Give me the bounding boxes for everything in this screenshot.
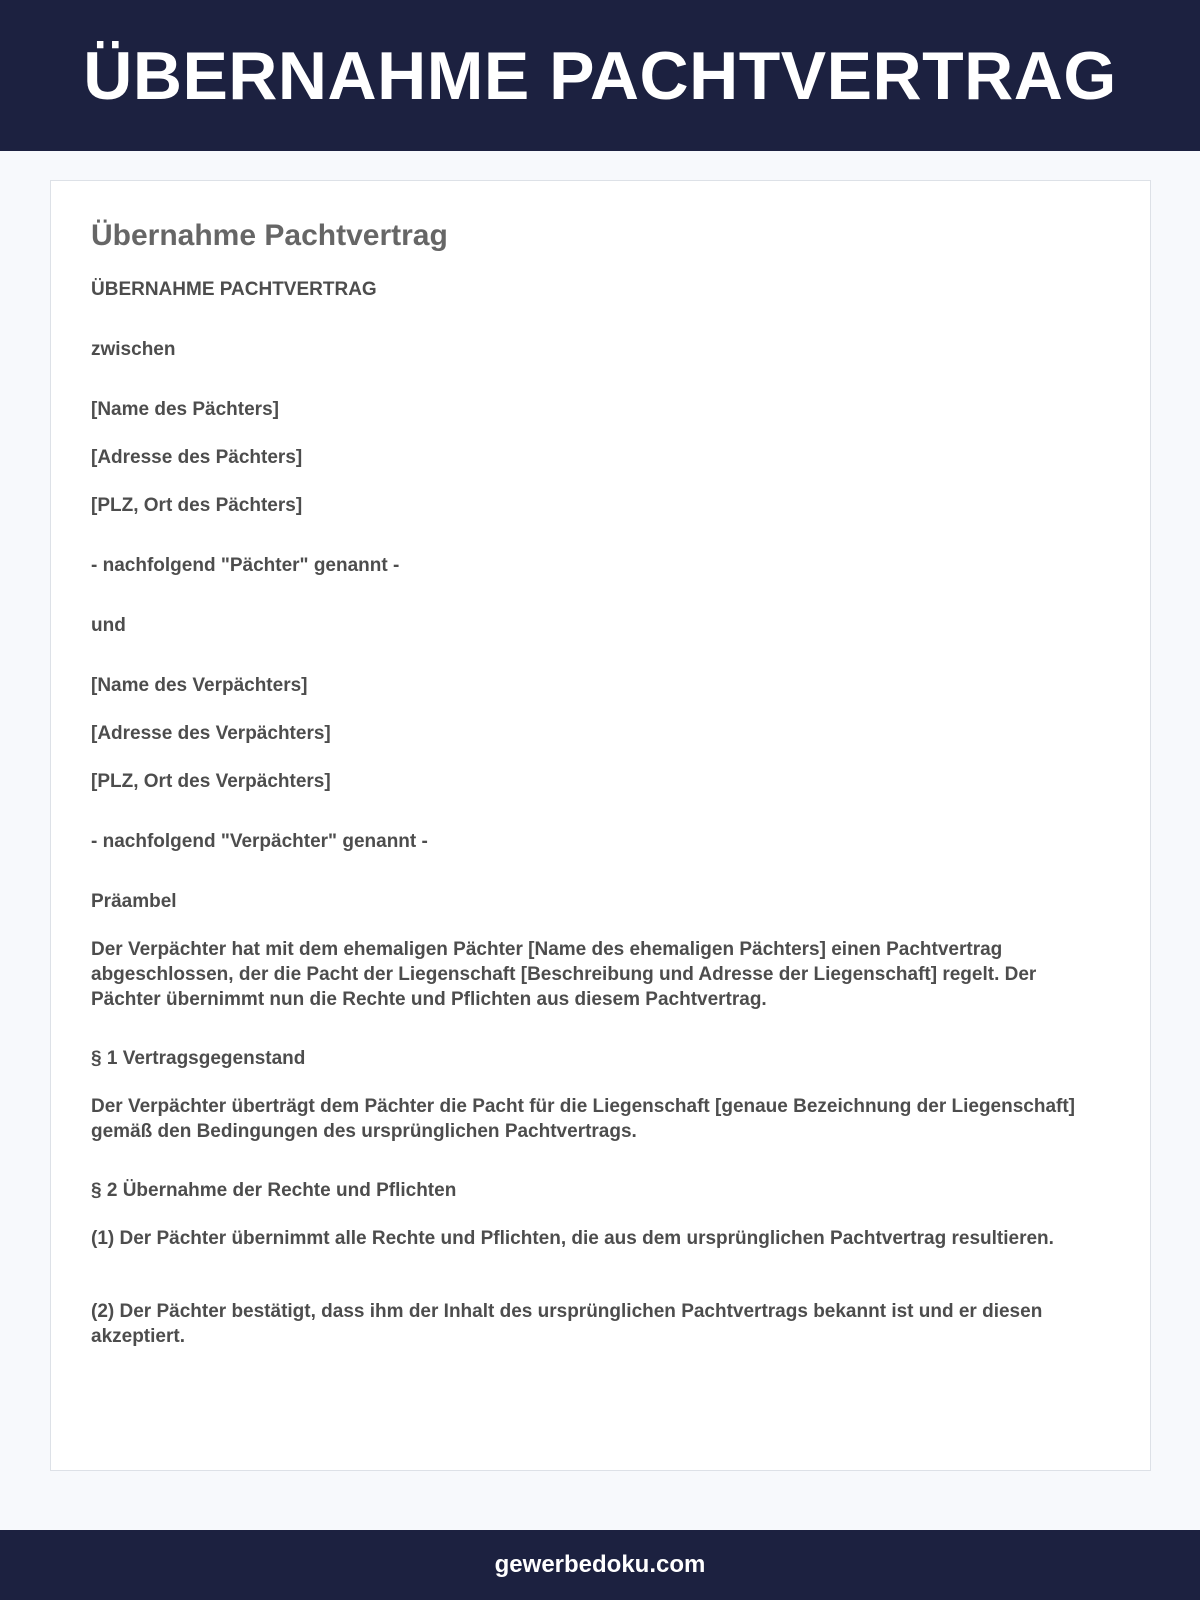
between-label: zwischen xyxy=(91,339,176,360)
tenant-city: [PLZ, Ort des Pächters] xyxy=(91,495,303,516)
tenant-designation: - nachfolgend "Pächter" genannt - xyxy=(91,555,400,576)
preamble-heading: Präambel xyxy=(91,891,177,912)
tenant-address: [Adresse des Pächters] xyxy=(91,447,303,468)
page-footer xyxy=(0,1530,1200,1600)
tenant-name: [Name des Pächters] xyxy=(91,399,279,420)
landlord-address: [Adresse des Verpächters] xyxy=(91,723,331,744)
and-label: und xyxy=(91,615,126,636)
section1-heading: § 1 Vertragsgegenstand xyxy=(91,1048,306,1069)
document-card xyxy=(50,180,1151,1471)
preamble-text: Der Verpächter hat mit dem ehemaligen Pächter [Name des ehemaligen Pächters] einen Pachtvertrag abgeschlossen, der die Pacht der Liegenschaft [Beschreibung und Adresse der Liegenschaft] regelt. Der Pächter übernimmt nun die Rechte und Pflichten aus diesem Pachtvertrag. xyxy=(91,939,1037,1010)
page-header xyxy=(0,0,1200,151)
landlord-name: [Name des Verpächters] xyxy=(91,675,308,696)
contract-heading: ÜBERNAHME PACHTVERTRAG xyxy=(91,279,377,300)
section1-text: Der Verpächter überträgt dem Pächter die Pacht für die Liegenschaft [genaue Bezeichnung der Liegenschaft] gemäß den Bedingungen des ursprünglichen Pachtvertrags. xyxy=(91,1096,1076,1142)
section2-paragraph-2: (2) Der Pächter bestätigt, dass ihm der Inhalt des ursprünglichen Pachtvertrags bekannt ist und er diesen akzeptiert. xyxy=(91,1301,1043,1347)
landlord-city: [PLZ, Ort des Verpächters] xyxy=(91,771,331,792)
document-title: Übernahme Pachtvertrag xyxy=(91,219,448,252)
footer-site-name: gewerbedoku.com xyxy=(494,1551,706,1578)
section2-heading: § 2 Übernahme der Rechte und Pflichten xyxy=(91,1180,457,1201)
landlord-designation: - nachfolgend "Verpächter" genannt - xyxy=(91,831,428,852)
section2-paragraph-1: (1) Der Pächter übernimmt alle Rechte und Pflichten, die aus dem ursprünglichen Pachtvertrag resultieren. xyxy=(91,1228,1054,1249)
header-title: ÜBERNAHME PACHTVERTRAG xyxy=(83,37,1117,114)
